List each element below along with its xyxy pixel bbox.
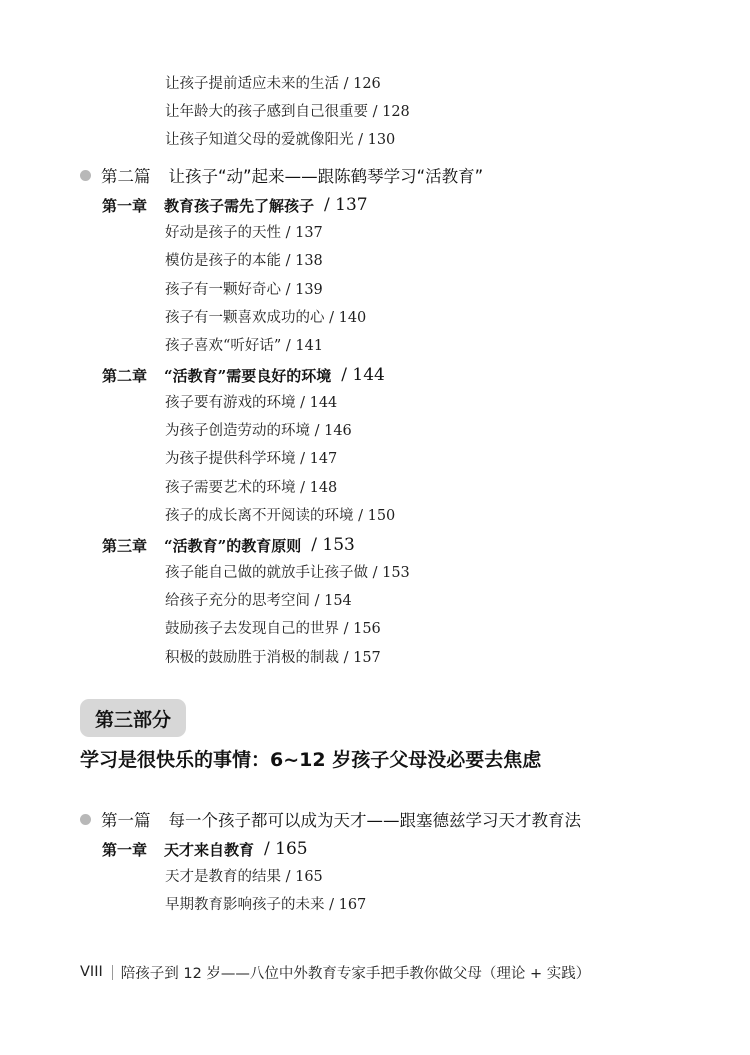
chapter-title: “活教育”的教育原则 xyxy=(164,536,302,555)
chapter-heading xyxy=(102,534,355,556)
chapter-heading xyxy=(102,838,308,860)
toc-entry: 让年龄大的孩子感到自己很重要 / 128 xyxy=(165,104,410,120)
toc-entry: 孩子需要艺术的环境 / 148 xyxy=(165,480,338,496)
toc-entry: 为孩子创造劳动的环境 / 146 xyxy=(165,423,352,439)
toc-entry: 早期教育影响孩子的未来 / 167 xyxy=(165,897,367,913)
section-heading-pian2 xyxy=(80,163,483,187)
toc-entry: 孩子有一颗好奇心 / 139 xyxy=(165,282,323,298)
section-heading-pian1 xyxy=(80,807,581,831)
chapter-page: / 137 xyxy=(324,195,368,215)
toc-entry: 模仿是孩子的本能 / 138 xyxy=(165,253,323,269)
section-label: 第一篇 xyxy=(101,811,151,830)
chapter-title: “活教育”需要良好的环境 xyxy=(164,366,332,385)
toc-entry: 天才是教育的结果 / 165 xyxy=(165,869,323,885)
part-badge: 第三部分 xyxy=(80,699,186,737)
toc-entry: 让孩子提前适应未来的生活 / 126 xyxy=(165,76,381,92)
toc-entry: 好动是孩子的天性 / 137 xyxy=(165,225,323,241)
chapter-label: 第三章 xyxy=(102,536,148,555)
book-title: 陪孩子到 12 岁——八位中外教育专家手把手教你做父母（理论 + 实践） xyxy=(120,965,591,982)
toc-entry: 孩子有一颗喜欢成功的心 / 140 xyxy=(165,310,367,326)
chapter-label: 第一章 xyxy=(102,196,148,215)
section-title: 每一个孩子都可以成为天才——跟塞德兹学习天才教育法 xyxy=(168,811,581,830)
bullet-dot-icon xyxy=(80,170,91,181)
part-subtitle: 学习是很快乐的事情：6~12 岁孩子父母没必要去焦虑 xyxy=(80,749,542,771)
bullet-dot-icon xyxy=(80,814,91,825)
chapter-heading xyxy=(102,364,385,386)
toc-entry: 孩子的成长离不开阅读的环境 / 150 xyxy=(165,508,396,524)
chapter-heading xyxy=(102,194,368,216)
toc-entry: 孩子能自己做的就放手让孩子做 / 153 xyxy=(165,565,410,581)
chapter-title: 天才来自教育 xyxy=(164,840,255,859)
page-number: VIII xyxy=(80,964,103,980)
section-label: 第二篇 xyxy=(101,167,151,186)
chapter-label: 第一章 xyxy=(102,840,148,859)
chapter-page: / 144 xyxy=(341,365,385,385)
page-footer xyxy=(80,962,590,982)
chapter-page: / 153 xyxy=(311,535,355,555)
toc-entry: 孩子喜欢“听好话” / 141 xyxy=(165,338,324,354)
section-title: 让孩子“动”起来——跟陈鹤琴学习“活教育” xyxy=(168,167,484,186)
chapter-title: 教育孩子需先了解孩子 xyxy=(164,196,315,215)
chapter-page: / 165 xyxy=(264,839,308,859)
toc-entry: 给孩子充分的思考空间 / 154 xyxy=(165,593,352,609)
toc-entry: 让孩子知道父母的爱就像阳光 / 130 xyxy=(165,132,396,148)
chapter-label: 第二章 xyxy=(102,366,148,385)
toc-entry: 孩子要有游戏的环境 / 144 xyxy=(165,395,338,411)
toc-entry: 鼓励孩子去发现自己的世界 / 156 xyxy=(165,621,381,637)
toc-entry: 积极的鼓励胜于消极的制裁 / 157 xyxy=(165,650,381,666)
toc-entry: 为孩子提供科学环境 / 147 xyxy=(165,451,338,467)
footer-divider xyxy=(112,965,113,980)
